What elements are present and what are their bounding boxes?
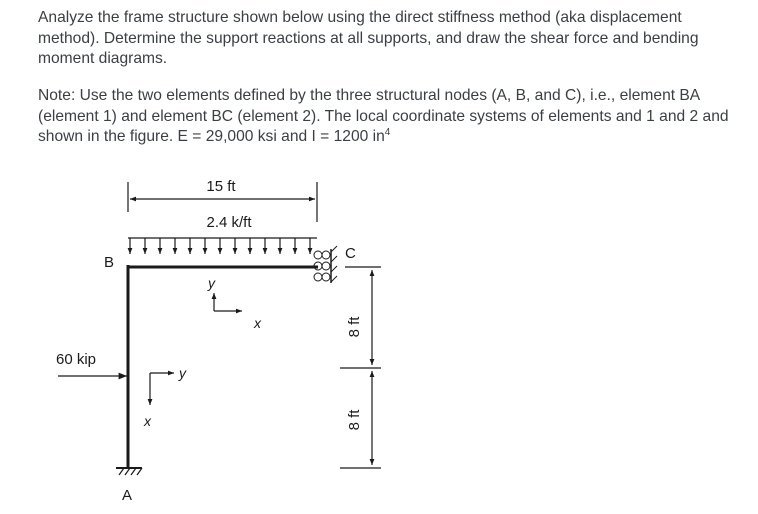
lower-height-label: 8 ft [346,409,363,431]
distributed-load [128,238,317,254]
point-load-label: 60 kip [56,351,97,368]
fixed-support-a [116,468,142,475]
upper-height-label: 8 ft [346,316,363,338]
node-c-label: C [345,245,356,262]
frame-members [128,265,318,468]
beam-axis-x-label: x [254,315,261,331]
beam-local-axes [214,293,242,311]
column-axis-x-label: x [144,413,151,429]
column-axis-y-label: y [179,365,186,381]
height-dimension [340,267,381,468]
load-label: 2.4 k/ft [206,214,252,231]
node-a-label: A [122,487,133,504]
column-local-axes [150,373,174,405]
span-label: 15 ft [206,178,236,195]
note-text: Note: Use the two elements defined by the three structural nodes (A, B, and C), i.e., element BA (element 1) and element BC (element 2). The local coordinate systems of elements and 1 and 2 and shown in the figure. E = 29,000 ksi and I = 1200 in [38,87,729,145]
problem-statement: Analyze the frame structure shown below using the direct stiffness method (aka displacement method). Determine the support reactions at all supports, and draw the shear force and bending moment diagrams. [38,9,699,67]
node-b-label: B [104,254,115,271]
beam-axis-y-label: y [208,275,215,291]
roller-support-c [314,246,337,283]
note-exponent: 4 [384,126,391,138]
